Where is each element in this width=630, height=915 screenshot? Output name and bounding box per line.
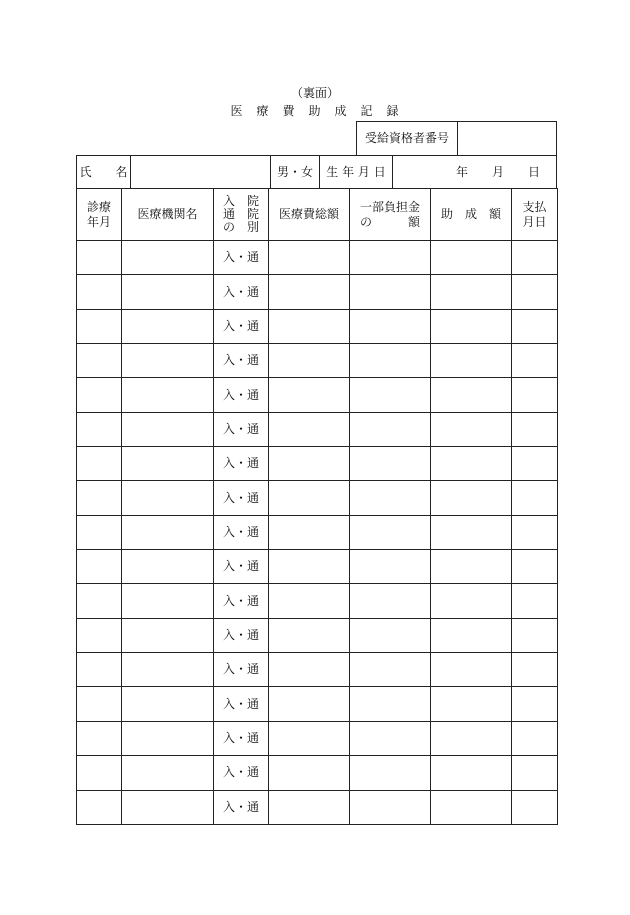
cell-subsidy[interactable] bbox=[431, 447, 512, 481]
birth-date-label: 生 年 月 日 bbox=[320, 156, 393, 189]
cell-total[interactable] bbox=[269, 584, 350, 618]
cell-total[interactable] bbox=[269, 275, 350, 309]
cell-total[interactable] bbox=[269, 550, 350, 584]
visit-type-selector[interactable]: 入・通 bbox=[214, 309, 269, 343]
recipient-number-label: 受給資格者番号 bbox=[357, 122, 458, 156]
visit-type-selector[interactable]: 入・通 bbox=[214, 275, 269, 309]
table-row bbox=[77, 687, 558, 721]
cell-payment[interactable] bbox=[512, 584, 558, 618]
page-title: 医 療 費 助 成 記 録 bbox=[230, 104, 400, 118]
personal-info-row bbox=[76, 155, 557, 189]
visit-type-selector[interactable]: 入・通 bbox=[214, 618, 269, 652]
cell-month[interactable] bbox=[77, 378, 122, 412]
table-row bbox=[77, 550, 558, 584]
cell-total[interactable] bbox=[269, 653, 350, 687]
cell-copay[interactable] bbox=[350, 756, 431, 790]
header-payment: 支払 月日 bbox=[512, 189, 558, 241]
cell-subsidy[interactable] bbox=[431, 309, 512, 343]
cell-month[interactable] bbox=[77, 309, 122, 343]
header-total: 医療費総額 bbox=[269, 189, 350, 241]
cell-month[interactable] bbox=[77, 515, 122, 549]
cell-payment[interactable] bbox=[512, 756, 558, 790]
cell-payment[interactable] bbox=[512, 344, 558, 378]
table-row bbox=[77, 790, 558, 824]
cell-payment[interactable] bbox=[512, 790, 558, 824]
cell-month[interactable] bbox=[77, 481, 122, 515]
header-type: 入 院 通 院 の 別 bbox=[214, 189, 269, 241]
cell-total[interactable] bbox=[269, 378, 350, 412]
cell-institution[interactable] bbox=[122, 618, 214, 652]
cell-month[interactable] bbox=[77, 550, 122, 584]
cell-total[interactable] bbox=[269, 721, 350, 755]
cell-subsidy[interactable] bbox=[431, 653, 512, 687]
visit-type-selector[interactable]: 入・通 bbox=[214, 515, 269, 549]
cell-month[interactable] bbox=[77, 275, 122, 309]
table-row bbox=[77, 756, 558, 790]
cell-institution[interactable] bbox=[122, 756, 214, 790]
cell-payment[interactable] bbox=[512, 309, 558, 343]
cell-copay[interactable] bbox=[350, 378, 431, 412]
cell-subsidy[interactable] bbox=[431, 515, 512, 549]
birth-date-field[interactable]: 年 月 日 bbox=[393, 156, 557, 189]
visit-type-selector[interactable]: 入・通 bbox=[214, 687, 269, 721]
cell-payment[interactable] bbox=[512, 447, 558, 481]
cell-payment[interactable] bbox=[512, 412, 558, 446]
visit-type-selector[interactable]: 入・通 bbox=[214, 584, 269, 618]
cell-total[interactable] bbox=[269, 447, 350, 481]
cell-month[interactable] bbox=[77, 618, 122, 652]
table-row bbox=[77, 584, 558, 618]
cell-total[interactable] bbox=[269, 412, 350, 446]
cell-subsidy[interactable] bbox=[431, 618, 512, 652]
name-field[interactable] bbox=[131, 156, 271, 189]
cell-subsidy[interactable] bbox=[431, 687, 512, 721]
header-institution: 医療機関名 bbox=[122, 189, 214, 241]
cell-institution[interactable] bbox=[122, 412, 214, 446]
table-row bbox=[77, 241, 558, 275]
cell-payment[interactable] bbox=[512, 481, 558, 515]
cell-copay[interactable] bbox=[350, 618, 431, 652]
cell-payment[interactable] bbox=[512, 687, 558, 721]
cell-total[interactable] bbox=[269, 687, 350, 721]
cell-copay[interactable] bbox=[350, 550, 431, 584]
cell-total[interactable] bbox=[269, 481, 350, 515]
cell-subsidy[interactable] bbox=[431, 344, 512, 378]
cell-institution[interactable] bbox=[122, 309, 214, 343]
table-row bbox=[77, 721, 558, 755]
cell-total[interactable] bbox=[269, 309, 350, 343]
cell-copay[interactable] bbox=[350, 447, 431, 481]
cell-copay[interactable] bbox=[350, 344, 431, 378]
cell-payment[interactable] bbox=[512, 275, 558, 309]
cell-month[interactable] bbox=[77, 241, 122, 275]
cell-subsidy[interactable] bbox=[431, 721, 512, 755]
cell-subsidy[interactable] bbox=[431, 790, 512, 824]
table-row bbox=[77, 344, 558, 378]
table-row bbox=[77, 653, 558, 687]
table-row bbox=[77, 515, 558, 549]
visit-type-selector[interactable]: 入・通 bbox=[214, 378, 269, 412]
cell-month[interactable] bbox=[77, 344, 122, 378]
cell-copay[interactable] bbox=[350, 412, 431, 446]
cell-month[interactable] bbox=[77, 756, 122, 790]
cell-copay[interactable] bbox=[350, 653, 431, 687]
cell-total[interactable] bbox=[269, 241, 350, 275]
cell-subsidy[interactable] bbox=[431, 481, 512, 515]
visit-type-selector[interactable]: 入・通 bbox=[214, 790, 269, 824]
cell-institution[interactable] bbox=[122, 584, 214, 618]
cell-institution[interactable] bbox=[122, 687, 214, 721]
header-subsidy: 助 成 額 bbox=[431, 189, 512, 241]
page-side-label: （裏面） bbox=[290, 86, 339, 100]
cell-month[interactable] bbox=[77, 584, 122, 618]
cell-copay[interactable] bbox=[350, 584, 431, 618]
cell-subsidy[interactable] bbox=[431, 550, 512, 584]
cell-institution[interactable] bbox=[122, 515, 214, 549]
cell-month[interactable] bbox=[77, 687, 122, 721]
cell-institution[interactable] bbox=[122, 481, 214, 515]
cell-institution[interactable] bbox=[122, 550, 214, 584]
cell-subsidy[interactable] bbox=[431, 584, 512, 618]
visit-type-selector[interactable]: 入・通 bbox=[214, 412, 269, 446]
table-row bbox=[77, 447, 558, 481]
cell-month[interactable] bbox=[77, 412, 122, 446]
table-row bbox=[77, 618, 558, 652]
header-month: 診療 年月 bbox=[77, 189, 122, 241]
cell-month[interactable] bbox=[77, 653, 122, 687]
cell-institution[interactable] bbox=[122, 241, 214, 275]
cell-total[interactable] bbox=[269, 515, 350, 549]
cell-total[interactable] bbox=[269, 790, 350, 824]
cell-institution[interactable] bbox=[122, 447, 214, 481]
cell-month[interactable] bbox=[77, 721, 122, 755]
table-row bbox=[77, 378, 558, 412]
cell-copay[interactable] bbox=[350, 687, 431, 721]
cell-payment[interactable] bbox=[512, 653, 558, 687]
cell-copay[interactable] bbox=[350, 790, 431, 824]
table-header-row bbox=[77, 189, 558, 241]
cell-month[interactable] bbox=[77, 447, 122, 481]
visit-type-selector[interactable]: 入・通 bbox=[214, 447, 269, 481]
cell-institution[interactable] bbox=[122, 721, 214, 755]
cell-copay[interactable] bbox=[350, 275, 431, 309]
cell-institution[interactable] bbox=[122, 653, 214, 687]
cell-subsidy[interactable] bbox=[431, 241, 512, 275]
visit-type-selector[interactable]: 入・通 bbox=[214, 344, 269, 378]
name-label: 氏 名 bbox=[77, 156, 131, 189]
table-row bbox=[77, 412, 558, 446]
recipient-number-field[interactable] bbox=[458, 122, 557, 156]
table-row bbox=[77, 309, 558, 343]
cell-total[interactable] bbox=[269, 756, 350, 790]
visit-type-selector[interactable]: 入・通 bbox=[214, 241, 269, 275]
visit-type-selector[interactable]: 入・通 bbox=[214, 756, 269, 790]
cell-copay[interactable] bbox=[350, 481, 431, 515]
cell-subsidy[interactable] bbox=[431, 412, 512, 446]
cell-payment[interactable] bbox=[512, 378, 558, 412]
cell-month[interactable] bbox=[77, 790, 122, 824]
recipient-number-box bbox=[356, 121, 557, 156]
cell-subsidy[interactable] bbox=[431, 275, 512, 309]
cell-institution[interactable] bbox=[122, 344, 214, 378]
cell-subsidy[interactable] bbox=[431, 378, 512, 412]
cell-payment[interactable] bbox=[512, 241, 558, 275]
cell-payment[interactable] bbox=[512, 618, 558, 652]
cell-total[interactable] bbox=[269, 618, 350, 652]
cell-payment[interactable] bbox=[512, 721, 558, 755]
cell-total[interactable] bbox=[269, 344, 350, 378]
cell-payment[interactable] bbox=[512, 515, 558, 549]
cell-payment[interactable] bbox=[512, 550, 558, 584]
visit-type-selector[interactable]: 入・通 bbox=[214, 550, 269, 584]
visit-type-selector[interactable]: 入・通 bbox=[214, 721, 269, 755]
cell-copay[interactable] bbox=[350, 309, 431, 343]
header-copay: 一部負担金 の 額 bbox=[350, 189, 431, 241]
records-table bbox=[76, 188, 558, 825]
cell-copay[interactable] bbox=[350, 515, 431, 549]
cell-institution[interactable] bbox=[122, 275, 214, 309]
visit-type-selector[interactable]: 入・通 bbox=[214, 481, 269, 515]
table-row bbox=[77, 275, 558, 309]
cell-copay[interactable] bbox=[350, 721, 431, 755]
cell-subsidy[interactable] bbox=[431, 756, 512, 790]
table-row bbox=[77, 481, 558, 515]
visit-type-selector[interactable]: 入・通 bbox=[214, 653, 269, 687]
cell-institution[interactable] bbox=[122, 790, 214, 824]
records-body bbox=[77, 241, 558, 825]
cell-copay[interactable] bbox=[350, 241, 431, 275]
sex-selector[interactable]: 男・女 bbox=[271, 156, 320, 189]
cell-institution[interactable] bbox=[122, 378, 214, 412]
